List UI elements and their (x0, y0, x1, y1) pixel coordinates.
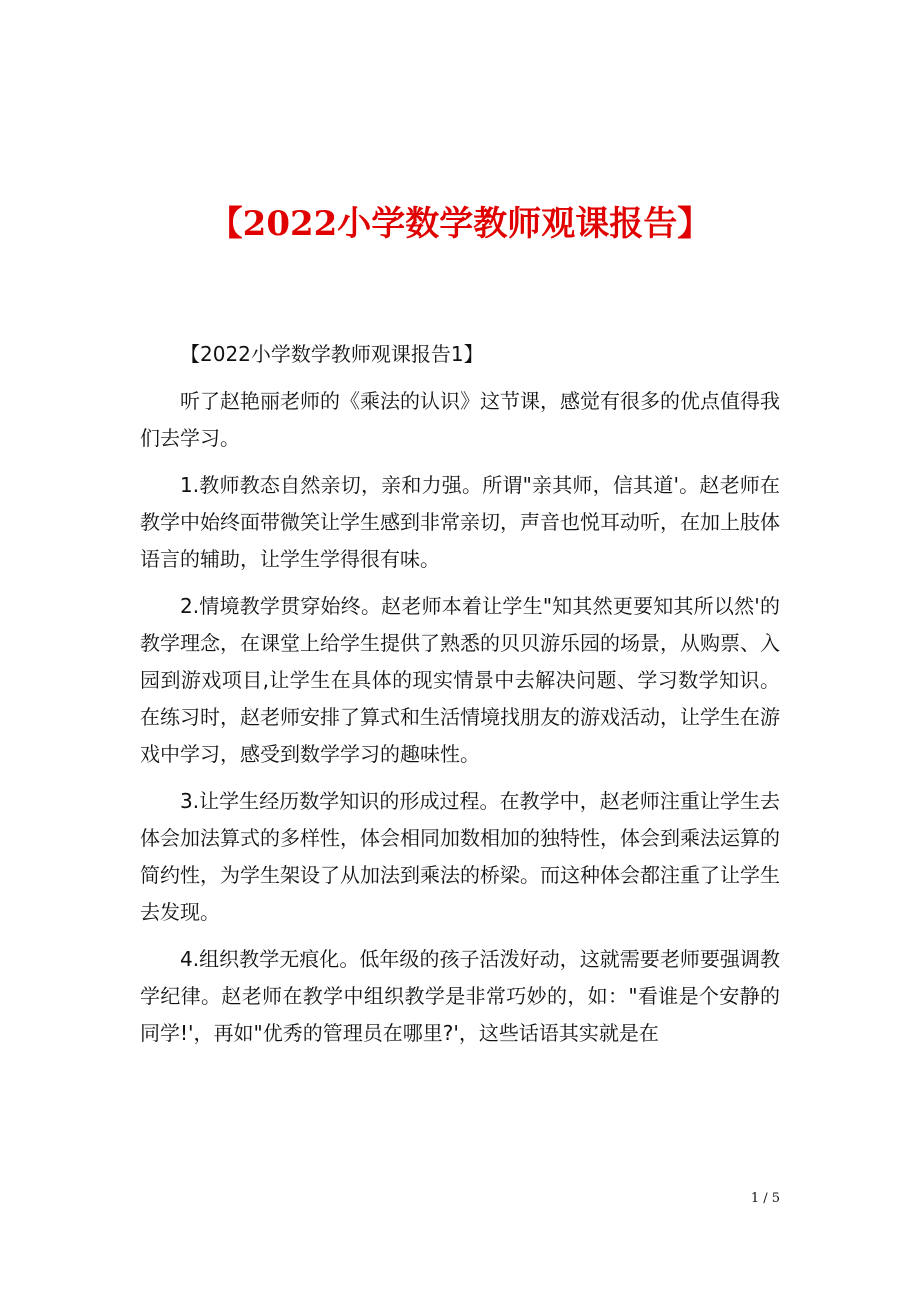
paragraph-point-1: 1.教师教态自然亲切，亲和力强。所谓"亲其师，信其道'。赵老师在教学中始终面带微笑让学生感到非常亲切，声音也悦耳动听，在加上肢体语言的辅助，让学生学得很有味。 (140, 473, 780, 571)
paragraph-intro: 听了赵艳丽老师的《乘法的认识》这节课，感觉有很多的优点值得我们去学习。 (140, 389, 780, 450)
paragraph-point-4: 4.组织教学无痕化。低年级的孩子活泼好动，这就需要老师要强调教学纪律。赵老师在教学中组织教学是非常巧妙的，如："看谁是个安静的同学!'，再如"优秀的管理员在哪里?'，这些话语其实就是在 (140, 947, 780, 1045)
page-number: 1 / 5 (750, 1191, 780, 1206)
section-subheading: 【2022小学数学教师观课报告1】 (180, 342, 484, 366)
paragraph-point-3: 3.让学生经历数学知识的形成过程。在教学中，赵老师注重让学生去体会加法算式的多样性，体会相同加数相加的独特性，体会到乘法运算的简约性，为学生架设了从加法到乘法的桥梁。而这种体会都注重了让学生去发现。 (140, 789, 780, 924)
paragraph-point-2: 2.情境教学贯穿始终。赵老师本着让学生"知其然更要知其所以然'的教学理念，在课堂上给学生提供了熟悉的贝贝游乐园的场景，从购票、入园到游戏项目,让学生在具体的现实情景中去解决问题、学习数学知识。在练习时，赵老师安排了算式和生活情境找朋友的游戏活动，让学生在游戏中学习，感受到数学学习的趣味性。 (140, 594, 780, 766)
document-title: 【2022小学数学教师观课报告】 (208, 204, 712, 244)
document-body (140, 336, 780, 1062)
